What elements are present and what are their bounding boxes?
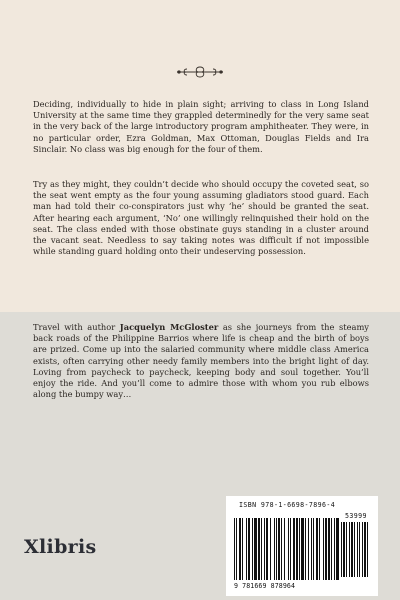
barcode-bar — [248, 518, 250, 580]
barcode-bar — [296, 518, 298, 580]
barcode-bar — [349, 522, 350, 577]
barcode-bar — [367, 522, 368, 577]
barcode-bar — [305, 518, 306, 580]
barcode-bar — [281, 518, 282, 580]
author-name: Jacquelyn McGloster — [119, 322, 219, 332]
blurb-intro: Travel with author — [33, 322, 120, 332]
barcode-bar — [323, 518, 324, 580]
barcode-bar — [288, 518, 289, 580]
barcode-bar — [316, 518, 318, 580]
decorative-flourish-icon — [175, 64, 225, 80]
barcode-bar — [266, 518, 268, 580]
barcode-bar — [319, 518, 320, 580]
barcode-bar — [301, 518, 304, 580]
barcode-bar — [334, 518, 335, 580]
ean-barcode-bars — [234, 518, 340, 582]
blurb-rest: as she journeys from the steamy back roads of the Philippine Barrios where life is cheap and the birth of boys are prized. Come up into the salaried community where middle class America exists, often carrying other needy family members into the bright light of day. Loving from paycheck to paycheck, keeping body and soul together. You’ll enjoy the ride. And you’ll come to admire those with whom you rub elbows along the bumpy way… — [33, 322, 369, 400]
barcode-bar — [311, 518, 312, 580]
price-code: 53999 — [345, 512, 367, 520]
barcode-bar — [239, 518, 241, 580]
barcode-bar — [246, 518, 247, 580]
barcode-bar — [299, 518, 300, 580]
barcode-bar — [284, 518, 285, 580]
barcode-bar — [276, 518, 277, 580]
barcode-bar — [236, 518, 237, 580]
barcode-bar — [270, 518, 271, 580]
barcode-bar — [354, 522, 355, 577]
barcode-bar — [308, 518, 309, 580]
barcode-bar — [343, 522, 345, 577]
barcode-bar — [328, 518, 330, 580]
barcode-bar — [336, 518, 339, 580]
barcode-bar — [278, 518, 280, 580]
barcode-bar — [362, 522, 363, 577]
barcode-bar — [252, 518, 253, 580]
author-blurb — [33, 322, 369, 400]
barcode-bar — [346, 522, 347, 577]
barcode-bar — [313, 518, 314, 580]
barcode-bar — [331, 518, 332, 580]
barcode-bar — [254, 518, 257, 580]
barcode-bar — [364, 522, 366, 577]
barcode-bar — [341, 522, 342, 577]
synopsis-paragraph-2: Try as they might, they couldn’t decide who should occupy the coveted seat, so the seat went empty as the four young assuming gladiators stood guard. Each man had told their co-conspirators just why ‘he’ should be granted the seat. After hearing each argument, ‘No’ one willingly relinquished their hold on the seat. The class ended with those obstinate guys standing in a cluster around the vacant seat. Needless to say taking notes was difficult if not impossible while standing guard holding onto their undeserving possession. — [33, 179, 369, 257]
barcode-bar — [325, 518, 327, 580]
publisher-logo: Xlibris — [24, 536, 97, 558]
barcode-digits: 9 781669 878964 — [234, 582, 296, 590]
barcode-bar — [242, 518, 243, 580]
barcode-bar — [274, 518, 275, 580]
barcode-bar — [234, 518, 235, 580]
barcode-bar — [261, 518, 262, 580]
barcode-bar — [290, 518, 291, 580]
isbn-label: ISBN 978-1-6698-7896-4 — [239, 501, 336, 509]
barcode-bar — [351, 522, 353, 577]
addon-barcode-bars — [341, 522, 371, 578]
barcode-bar — [264, 518, 265, 580]
barcode-bar — [357, 522, 358, 577]
barcode-bar — [359, 522, 360, 577]
barcode-bar — [293, 518, 295, 580]
synopsis-paragraph-1: Deciding, individually to hide in plain sight; arriving to class in Long Island University at the same time they grappled determinedly for the very same seat in the very back of the large introductory program amphitheater. They were, in no particular order, Ezra Goldman, Max Ottoman, Douglas Fields and Ira Sinclair. No class was big enough for the four of them. — [33, 99, 369, 154]
isbn-barcode — [226, 496, 378, 596]
barcode-bar — [258, 518, 260, 580]
